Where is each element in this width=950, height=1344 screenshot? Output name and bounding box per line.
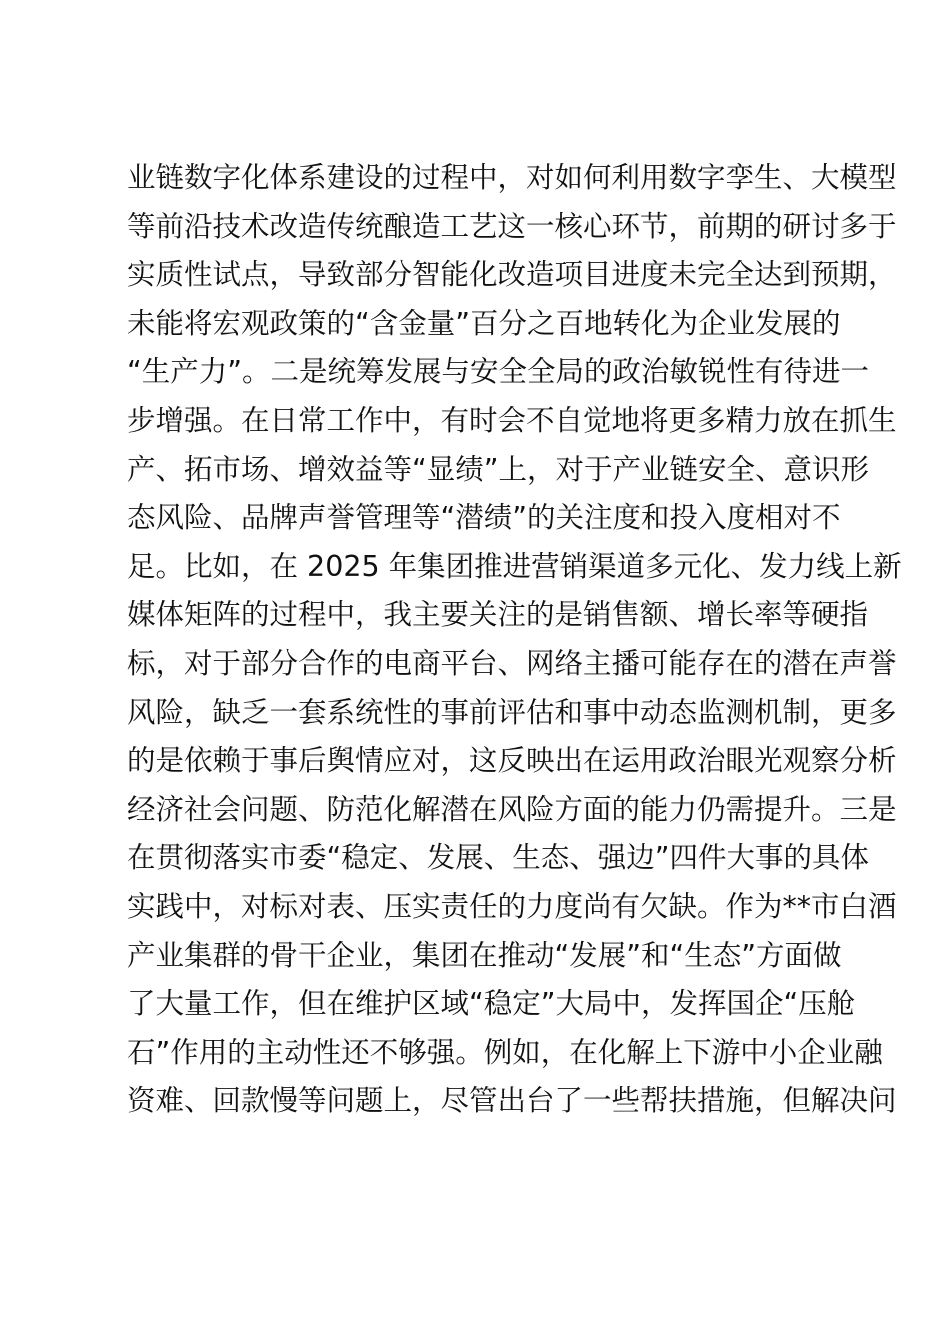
text-line: 态风险、品牌声誉管理等“潜绩”的关注度和投入度相对不 [127,501,841,535]
text-line: 步增强。在日常工作中，有时会不自觉地将更多精力放在抓生 [127,403,897,437]
text-line: 在贯彻落实市委“稳定、发展、生态、强边”四件大事的具体 [127,841,870,875]
text-line: 等前沿技术改造传统酿造工艺这一核心环节，前期的研讨多于 [127,209,897,243]
text-line: 业链数字化体系建设的过程中，对如何利用数字孪生、大模型 [127,161,897,194]
text-line: 风险，缺乏一套系统性的事前评估和事中动态监测机制，更多 [127,695,897,729]
document-body [127,154,902,1126]
text-line: 未能将宏观政策的“含金量”百分之百地转化为企业发展的 [127,306,841,340]
text-line: “生产力”。二是统筹发展与安全全局的政治敏锐性有待进一 [127,355,870,389]
text-line: 标，对于部分合作的电商平台、网络主播可能存在的潜在声誉 [127,646,897,680]
text-line: 了大量工作，但在维护区域“稳定”大局中，发挥国企“压舱 [127,987,856,1021]
text-line: 石”作用的主动性还不够强。例如，在化解上下游中小企业融 [127,1035,883,1069]
text-line: 产业集群的骨干企业，集团在推动“发展”和“生态”方面做 [127,938,842,972]
text-line: 产、拓市场、增效益等“显绩”上，对于产业链安全、意识形 [127,452,870,486]
text-line: 实践中，对标对表、压实责任的力度尚有欠缺。作为**市白酒 [127,889,897,923]
text-line: 资难、回款慢等问题上，尽管出台了一些帮扶措施，但解决问 [127,1084,897,1118]
text-line: 的是依赖于事后舆情应对，这反映出在运用政治眼光观察分析 [127,744,897,778]
text-line: 足。比如，在 2025 年集团推进营销渠道多元化、发力线上新 [127,549,902,583]
text-line: 经济社会问题、防范化解潜在风险方面的能力仍需提升。三是 [127,792,897,826]
text-line: 媒体矩阵的过程中，我主要关注的是销售额、增长率等硬指 [127,598,869,632]
text-line: 实质性试点，导致部分智能化改造项目进度未完全达到预期， [127,258,897,292]
